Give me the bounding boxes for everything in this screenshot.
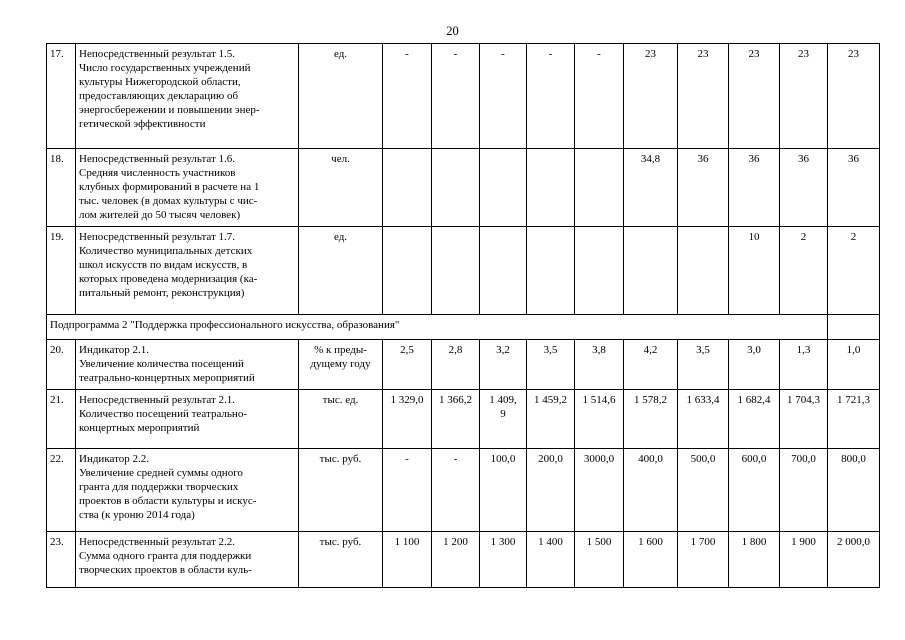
value-cell [432, 340, 480, 390]
value-cell [480, 44, 527, 149]
value-cell [575, 227, 624, 315]
value-cell [624, 227, 678, 315]
value-cell [828, 532, 880, 588]
unit-cell: тыс. руб. [299, 449, 383, 532]
description-line: которых проведена модернизация (ка- [79, 273, 258, 285]
value-cell [729, 44, 780, 149]
description-line: творческих проектов в области куль- [79, 564, 252, 576]
value-text: 23 [748, 48, 760, 60]
value-text: 23 [848, 48, 859, 60]
value-text: 100,0 [490, 453, 516, 465]
value-cell [527, 44, 575, 149]
indicator-description [76, 227, 299, 315]
value-cell [678, 227, 729, 315]
value-cell [780, 149, 828, 227]
value-cell [575, 340, 624, 390]
unit-line: % к преды- [314, 344, 367, 356]
description-line: проектов в области культуры и искус- [79, 495, 257, 507]
value-text: 1 578,2 [634, 394, 667, 406]
value-cell [678, 340, 729, 390]
value-text: 500,0 [690, 453, 716, 465]
value-text: 1 600 [638, 536, 663, 548]
description-line: Непосредственный результат 1.6. [79, 153, 236, 165]
value-text: 1 400 [538, 536, 563, 548]
table-row [47, 149, 880, 227]
value-cell [678, 149, 729, 227]
value-cell [678, 532, 729, 588]
value-text: 2 [800, 231, 807, 243]
value-text: 600,0 [741, 453, 767, 465]
value-cell [383, 449, 432, 532]
value-text: 1 500 [586, 536, 612, 548]
description-line: гетической эффективности [79, 118, 206, 130]
value-text: 2 [850, 231, 857, 243]
indicator-table [46, 43, 880, 588]
value-cell [624, 340, 678, 390]
indicator-description [76, 340, 299, 390]
value-text: - [405, 48, 409, 60]
value-cell [383, 340, 432, 390]
description-line: культуры Нижегородской области, [79, 76, 241, 88]
value-text: 1 800 [741, 536, 767, 548]
value-text: 1 300 [490, 536, 516, 548]
value-text: 700,0 [791, 453, 816, 465]
value-cell [575, 149, 624, 227]
value-text: 1 700 [690, 536, 716, 548]
value-text: 1 633,4 [686, 394, 720, 406]
value-cell [527, 149, 575, 227]
value-cell [527, 532, 575, 588]
description-line: питальный ремонт, реконструкция) [79, 287, 245, 299]
value-cell [575, 390, 624, 449]
value-cell [480, 390, 527, 449]
value-text: 1,3 [796, 344, 811, 356]
value-text: 23 [697, 48, 709, 60]
value-text: 2,5 [400, 344, 414, 356]
value-cell [527, 227, 575, 315]
description-line: гранта для поддержки творческих [79, 481, 239, 493]
description-line: Непосредственный результат 2.1. [79, 394, 236, 406]
value-cell [780, 532, 828, 588]
value-text: 1 366,2 [439, 394, 472, 406]
value-text: 34,8 [640, 153, 661, 165]
value-text: 3,2 [496, 344, 510, 356]
table-row [47, 340, 880, 390]
value-cell [678, 449, 729, 532]
table-row [47, 315, 880, 340]
value-cell [575, 449, 624, 532]
value-cell [480, 227, 527, 315]
unit-cell: тыс. ед. [299, 390, 383, 449]
row-number: 18. [47, 149, 76, 227]
value-text: - [597, 48, 601, 60]
value-cell [624, 149, 678, 227]
indicator-description [76, 532, 299, 588]
value-cell [729, 449, 780, 532]
description-line: Количество муниципальных детских [79, 245, 253, 257]
value-text: 3,5 [696, 344, 710, 356]
value-text: 1 704,3 [787, 394, 820, 406]
table-row [47, 44, 880, 149]
value-text: 1,0 [846, 344, 861, 356]
value-text: 23 [798, 48, 809, 60]
value-cell [383, 390, 432, 449]
description-line: Количество посещений театрально- [79, 408, 247, 420]
value-text: 1 409, [489, 394, 517, 406]
value-text: 3,0 [747, 344, 761, 356]
indicator-description [76, 44, 299, 149]
value-text: 1 100 [394, 536, 420, 548]
unit-line: дущему году [310, 358, 371, 370]
value-cell [624, 532, 678, 588]
value-cell [383, 532, 432, 588]
value-cell [828, 227, 880, 315]
value-text: 1 459,2 [534, 394, 567, 406]
description-line: Непосредственный результат 2.2. [79, 536, 236, 548]
value-cell [480, 340, 527, 390]
value-text: 10 [748, 231, 760, 243]
value-text: - [453, 48, 458, 60]
value-text: 36 [748, 153, 760, 165]
value-cell [828, 149, 880, 227]
unit-cell: ед. [299, 227, 383, 315]
value-cell [828, 449, 880, 532]
value-text: 23 [645, 48, 656, 60]
value-cell [828, 390, 880, 449]
value-text: - [548, 48, 553, 60]
value-cell [624, 449, 678, 532]
value-cell [480, 149, 527, 227]
unit-cell [299, 340, 383, 390]
value-text: 400,0 [638, 453, 663, 465]
description-line: энергосбережении и повышении энер- [79, 104, 260, 116]
row-number: 22. [47, 449, 76, 532]
value-cell [432, 44, 480, 149]
description-line: тыс. человек (в домах культуры с чис- [79, 195, 258, 207]
description-line: Индикатор 2.1. [79, 344, 150, 356]
row-number: 23. [47, 532, 76, 588]
value-text: 800,0 [841, 453, 866, 465]
value-cell [527, 449, 575, 532]
value-text: - [405, 453, 409, 465]
value-text: 3,8 [592, 344, 606, 356]
value-cell [624, 390, 678, 449]
value-cell [780, 227, 828, 315]
value-text: 9 [500, 408, 506, 420]
description-line: Сумма одного гранта для поддержки [79, 550, 252, 562]
value-text: - [453, 453, 458, 465]
row-number: 20. [47, 340, 76, 390]
value-text: 1 721,3 [837, 394, 870, 406]
value-text: 1 200 [443, 536, 468, 548]
description-line: школ искусств по видам искусств, в [79, 259, 248, 271]
description-line: Непосредственный результат 1.5. [79, 48, 236, 60]
value-cell [575, 532, 624, 588]
table-row [47, 449, 880, 532]
value-cell [780, 340, 828, 390]
page-number: 20 [446, 24, 459, 38]
empty-cell [828, 315, 880, 340]
value-text: 2 000,0 [837, 536, 870, 548]
value-cell [828, 44, 880, 149]
indicator-description [76, 149, 299, 227]
row-number: 21. [47, 390, 76, 449]
value-cell [432, 149, 480, 227]
value-text: 1 900 [791, 536, 816, 548]
value-cell [527, 390, 575, 449]
description-line: театрально-концертных мероприятий [79, 372, 255, 384]
description-line: предоставляющих декларацию об [79, 90, 239, 102]
value-cell [432, 390, 480, 449]
value-text: 36 [697, 153, 709, 165]
description-line: Средняя численность участников [79, 167, 236, 179]
row-number: 17. [47, 44, 76, 149]
value-cell [780, 44, 828, 149]
value-cell [480, 449, 527, 532]
description-line: концертных мероприятий [79, 422, 200, 434]
value-cell [828, 340, 880, 390]
value-text: 36 [848, 153, 859, 165]
value-cell [729, 390, 780, 449]
table-row [47, 390, 880, 449]
description-line: Индикатор 2.2. [79, 453, 150, 465]
value-cell [729, 227, 780, 315]
value-cell [678, 390, 729, 449]
value-cell [383, 44, 432, 149]
value-text: 1 514,6 [582, 394, 616, 406]
table-row [47, 227, 880, 315]
subprogram-heading: Подпрограмма 2 "Поддержка профессионального искусства, образования" [47, 315, 828, 340]
value-text: 3,5 [543, 344, 558, 356]
value-cell [624, 44, 678, 149]
value-cell [432, 227, 480, 315]
value-cell [729, 149, 780, 227]
value-cell [383, 227, 432, 315]
value-cell [432, 532, 480, 588]
indicator-description [76, 449, 299, 532]
description-line: Увеличение количества посещений [79, 358, 244, 370]
unit-cell: ед. [299, 44, 383, 149]
description-line: ства (к уроню 2014 года) [79, 509, 195, 521]
value-cell [432, 449, 480, 532]
description-line: клубных формирований в расчете на 1 [79, 181, 260, 193]
value-cell [678, 44, 729, 149]
value-text: - [501, 48, 505, 60]
value-text: 4,2 [643, 344, 658, 356]
value-text: 1 682,4 [737, 394, 771, 406]
indicator-description [76, 390, 299, 449]
description-line: Увеличение средней суммы одного [79, 467, 243, 479]
value-cell [527, 340, 575, 390]
value-text: 1 329,0 [390, 394, 424, 406]
description-line: Число государственных учреждений [79, 62, 251, 74]
unit-cell: чел. [299, 149, 383, 227]
value-cell [729, 532, 780, 588]
description-line: лом жителей до 50 тысяч человек) [79, 209, 241, 221]
value-cell [480, 532, 527, 588]
value-text: 36 [798, 153, 809, 165]
unit-cell: тыс. руб. [299, 532, 383, 588]
value-cell [729, 340, 780, 390]
value-text: 3000,0 [583, 453, 615, 465]
row-number: 19. [47, 227, 76, 315]
value-cell [780, 390, 828, 449]
value-cell [575, 44, 624, 149]
description-line: Непосредственный результат 1.7. [79, 231, 236, 243]
table-row [47, 532, 880, 588]
value-text: 2,8 [448, 344, 463, 356]
value-text: 200,0 [538, 453, 563, 465]
value-cell [780, 449, 828, 532]
value-cell [383, 149, 432, 227]
